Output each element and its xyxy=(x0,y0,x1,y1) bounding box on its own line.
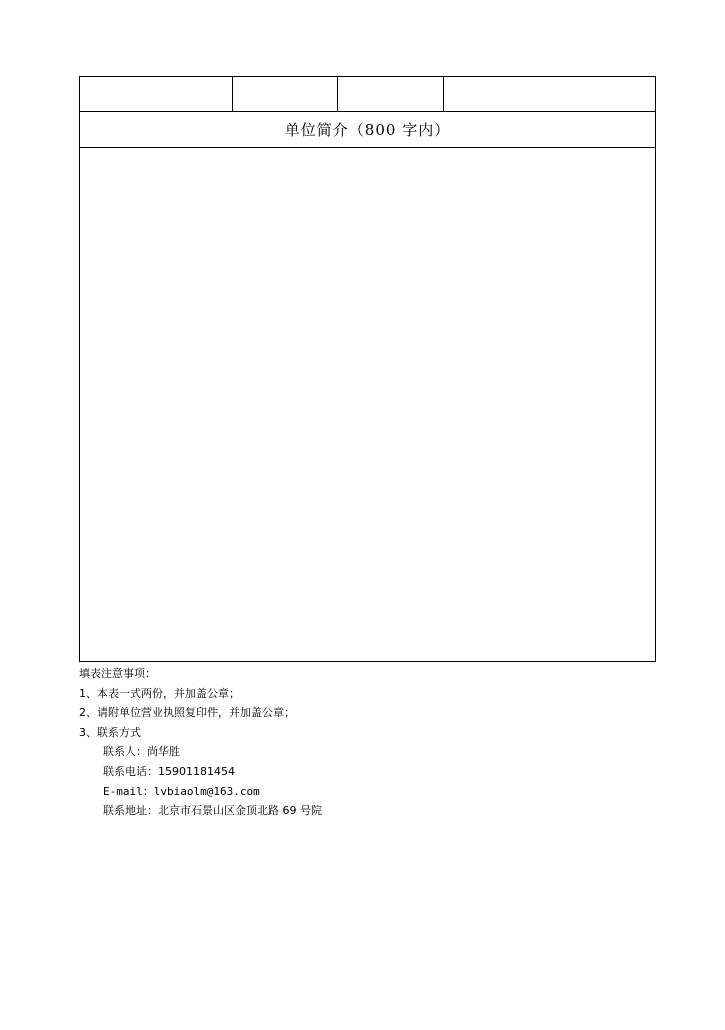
contact-phone-value: 15901181454 xyxy=(158,764,235,778)
table-top-row xyxy=(80,77,655,112)
contact-address-value: 北京市石景山区金顶北路 69 号院 xyxy=(158,804,322,818)
contact-person-value: 尚华胜 xyxy=(147,745,180,759)
contact-email-label: E-mail： xyxy=(103,784,154,798)
table-cell-1[interactable] xyxy=(80,77,233,111)
table-cell-2[interactable] xyxy=(233,77,338,111)
contact-person xyxy=(79,742,322,762)
form-table xyxy=(79,76,656,662)
contact-person-label: 联系人： xyxy=(103,745,147,759)
contact-email-value[interactable]: lvbiaolm@163.com xyxy=(153,784,260,798)
contact-phone xyxy=(79,762,322,782)
table-cell-3[interactable] xyxy=(338,77,444,111)
contact-address xyxy=(79,801,322,821)
section-title-row xyxy=(80,112,655,148)
contact-address-label: 联系地址： xyxy=(103,804,158,818)
note-item-2: 2、请附单位营业执照复印件，并加盖公章； xyxy=(79,706,295,720)
note-item-3: 3、联系方式 xyxy=(79,725,141,739)
section-title: 单位简介（800 字内） xyxy=(284,121,451,139)
note-item-1: 1、本表一式两份，并加盖公章； xyxy=(79,686,240,700)
table-cell-4[interactable] xyxy=(444,77,655,111)
intro-content-area[interactable] xyxy=(80,148,655,661)
filling-notes xyxy=(79,664,322,821)
contact-email xyxy=(79,782,322,802)
notes-heading: 填表注意事项： xyxy=(79,667,156,680)
contact-phone-label: 联系电话： xyxy=(103,764,158,778)
